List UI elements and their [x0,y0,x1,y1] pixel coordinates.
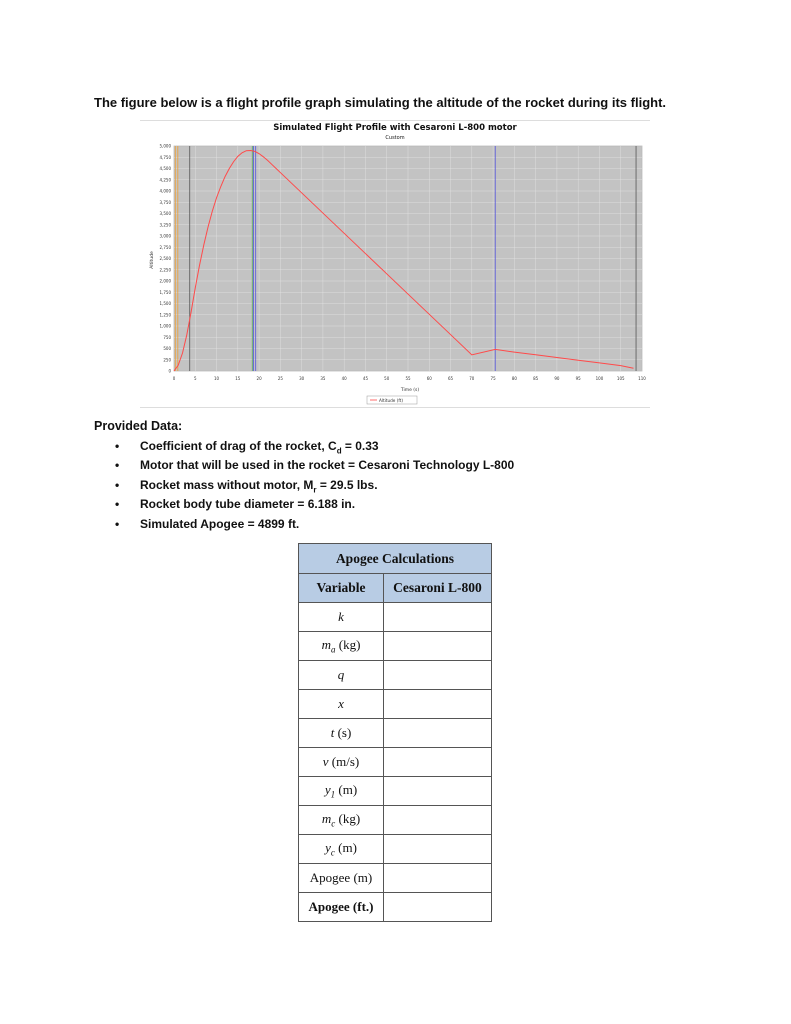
x-tick-label: 70 [469,376,475,381]
y-tick-label: 2,250 [159,267,171,273]
table-title: Apogee Calculations [299,544,492,574]
variable-cell: $y_1$ (m) [299,777,384,806]
value-cell[interactable] [384,690,492,719]
x-tick-label: 10 [213,376,220,381]
value-cell[interactable] [384,835,492,864]
legend-label: Altitude (ft) [379,398,404,403]
intro-text: The figure below is a flight profile graph simulating the altitude of the rocket during its flight. [94,95,667,110]
table-row [299,835,492,864]
y-tick-label: 3,500 [159,211,171,216]
x-tick-labels [173,376,647,381]
table-row [299,748,492,777]
value-cell[interactable] [384,719,492,748]
y-tick-label: 4,000 [159,188,171,194]
figure-frame-top [140,120,650,121]
x-tick-label: 90 [554,376,560,381]
value-cell[interactable] [384,632,492,661]
x-tick-label: 110 [638,376,646,381]
value-cell[interactable] [384,748,492,777]
variable-cell: $y_c$ (m) [299,835,384,864]
y-tick-label: 1,000 [159,323,171,329]
list-item: • Coefficient of drag of the rocket, $C_d = 0.33$ [112,437,514,456]
table-row [299,603,492,632]
y-tick-label: 4,250 [159,177,171,183]
table-row [299,661,492,690]
y-tick-labels [160,144,172,374]
flight-profile-figure [140,120,650,408]
x-tick-label: 80 [511,376,517,381]
chart-subtitle: Custom [385,135,405,141]
x-tick-label: 105 [616,376,625,381]
x-tick-label: 60 [426,376,432,381]
list-item: • Rocket mass without motor, $M_r = 29.5$ lbs. [112,476,514,495]
x-tick-label: 65 [447,376,454,381]
x-tick-label: 75 [490,376,496,381]
y-tick-label: 750 [163,334,171,340]
y-tick-label: 4,500 [159,166,171,171]
y-tick-label: 500 [163,346,171,351]
y-tick-label: 1,250 [159,312,171,318]
table-row [299,806,492,835]
y-tick-label: 2,750 [159,244,171,250]
x-axis-label: Time (s) [400,388,420,393]
chart-title: Simulated Flight Profile with Cesaroni L-800 motor [273,123,517,133]
x-tick-label: 25 [277,376,283,381]
table-row [299,864,492,893]
y-tick-label: 1,750 [159,289,171,295]
x-tick-label: 45 [362,376,369,381]
table-row [299,777,492,806]
y-tick-label: 3,750 [159,199,171,205]
list-item: • Rocket body tube diameter = 6.188 in. [112,495,514,514]
variable-cell: $m_c$ (kg) [299,806,384,835]
value-cell[interactable] [384,777,492,806]
y-tick-label: 2,000 [159,278,171,284]
y-tick-label: 4,750 [159,154,171,160]
y-tick-label: 1,500 [159,301,171,306]
column-header-variable: Variable [299,574,384,603]
table-row [299,632,492,661]
grid-layer [174,146,642,371]
x-tick-label: 5 [193,376,197,381]
x-tick-label: 20 [256,376,262,381]
list-item: • Motor that will be used in the rocket = Cesaroni Technology L-800 [112,456,514,475]
x-tick-label: 40 [341,376,347,381]
value-cell[interactable] [384,864,492,893]
y-tick-label: 0 [168,368,171,374]
variable-cell: x [299,690,384,719]
y-tick-label: 250 [163,357,171,363]
flight-profile-chart [140,120,650,408]
column-header-cesaroni: Cesaroni L-800 [384,574,492,603]
variable-cell: Apogee (ft.) [299,893,384,922]
x-tick-label: 30 [299,376,305,381]
x-tick-label: 35 [320,376,326,381]
value-cell[interactable] [384,806,492,835]
value-cell[interactable] [384,661,492,690]
y-tick-label: 3,000 [159,233,171,239]
value-cell[interactable] [384,893,492,922]
variable-cell: v (m/s) [299,748,384,777]
y-axis-label: Altitude [150,251,155,269]
x-tick-label: 0 [172,376,176,381]
y-tick-label: 2,500 [159,256,171,261]
value-cell[interactable] [384,603,492,632]
provided-data-heading: Provided Data: [94,419,183,433]
list-item: • Simulated Apogee = 4899 ft. [112,515,514,534]
x-tick-label: 100 [595,376,604,381]
variable-cell: q [299,661,384,690]
variable-cell: $m_a$ (kg) [299,632,384,661]
provided-data-list [112,437,514,534]
x-tick-label: 15 [235,376,241,381]
y-tick-label: 5,000 [159,143,171,149]
variable-cell: t (s) [299,719,384,748]
variable-cell: Apogee (m) [299,864,384,893]
apogee-calculations-table [298,543,492,922]
variable-cell: k [299,603,384,632]
x-tick-label: 85 [533,376,539,381]
y-tick-label: 3,250 [159,222,171,228]
x-tick-label: 95 [575,376,581,381]
x-tick-label: 55 [405,376,411,381]
legend [367,396,417,404]
figure-frame-bottom [140,407,650,408]
table-row [299,719,492,748]
table-row [299,690,492,719]
x-tick-label: 50 [384,376,390,381]
table-row [299,893,492,922]
